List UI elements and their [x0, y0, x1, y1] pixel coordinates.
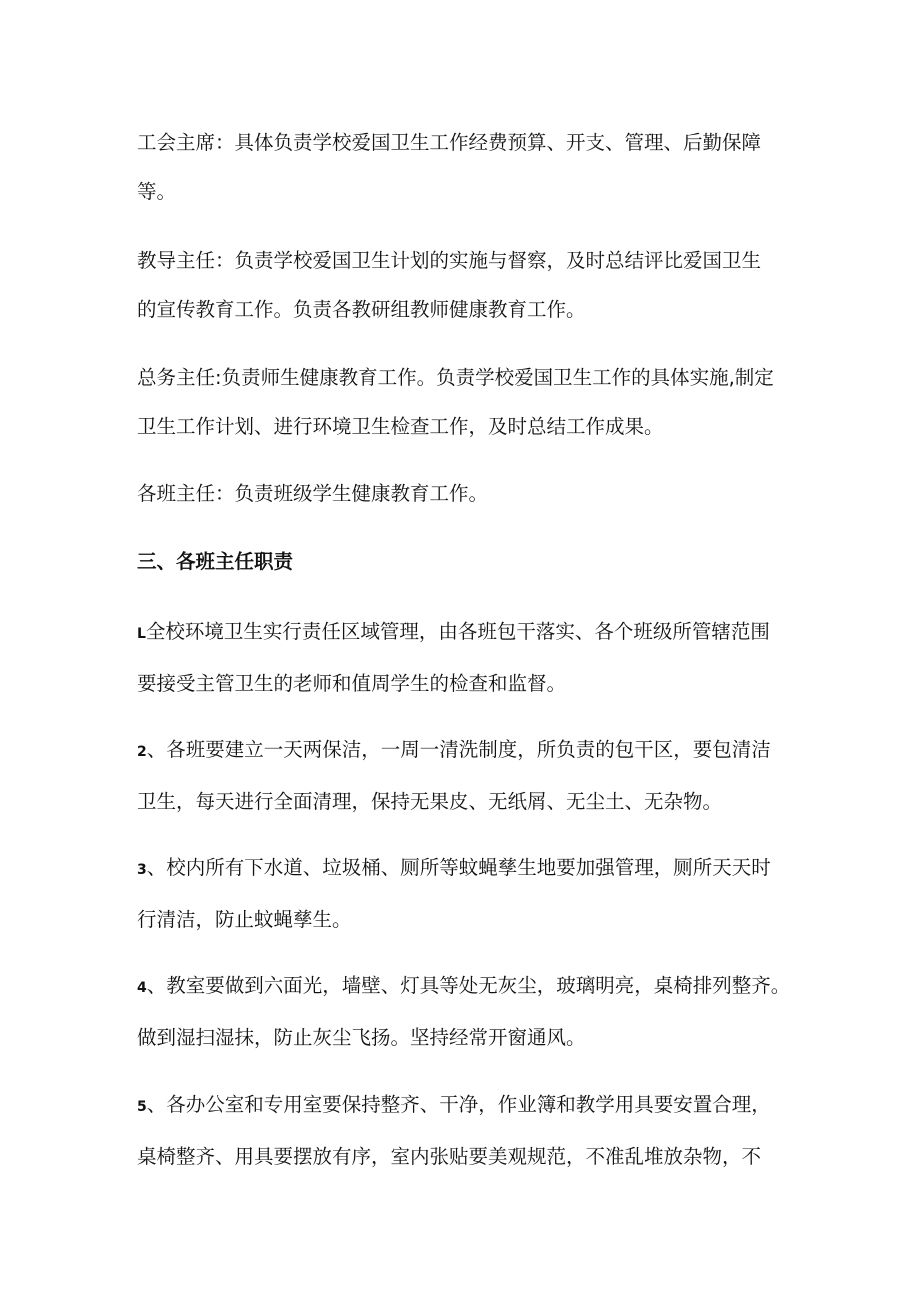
paragraph-line: 等。 — [137, 180, 177, 203]
list-item-line: 行清洁，防止蚊蝇孳生。 — [137, 908, 352, 931]
list-item-number: L — [137, 626, 146, 642]
list-item-number: 5 — [137, 1099, 147, 1115]
list-item — [137, 725, 797, 826]
paragraph-general-affairs-director — [137, 353, 797, 451]
list-item — [137, 961, 797, 1062]
list-item-number: 3 — [137, 862, 147, 878]
list-item — [137, 843, 797, 944]
list-item-line — [137, 725, 797, 777]
list-item-line — [137, 607, 797, 659]
paragraph-union-chair — [137, 118, 797, 216]
list-item — [137, 1080, 797, 1181]
paragraph-line: 工会主席：具体负责学校爱国卫生工作经费预算、开支、管理、后勤保障 — [137, 131, 762, 154]
list-item-text: 全校环境卫生实行责任区域管理，由各班包干落实、各个班级所管辖范围 — [145, 620, 770, 643]
list-item-number: 4 — [137, 980, 147, 996]
list-item-text: 、各班要建立一天两保洁，一周一清洗制度，所负责的包干区，要包清洁 — [146, 738, 771, 761]
list-item-text: 、各办公室和专用室要保持整齐、干净，作业簿和教学用具要安置合理， — [146, 1093, 771, 1116]
list-item-line: 做到湿扫湿抹，防止灰尘飞扬。坚持经常开窗通风。 — [137, 1026, 586, 1049]
list-item-line: 卫生，每天进行全面清理，保持无果皮、无纸屑、无尘土、无杂物。 — [137, 790, 723, 813]
paragraph-line: 各班主任：负责班级学生健康教育工作。 — [137, 482, 489, 505]
paragraph-class-teachers — [137, 469, 797, 518]
section-heading: 三、各班主任职责 — [137, 550, 294, 573]
paragraph-line: 卫生工作计划、进行环境卫生检查工作，及时总结工作成果。 — [137, 415, 664, 438]
paragraph-line: 教导主任：负责学校爱国卫生计划的实施与督察，及时总结评比爱国卫生 — [137, 249, 762, 272]
list-item-text: 、教室要做到六面光，墙壁、灯具等处无灰尘，玻璃明亮，桌椅排列整齐。 — [146, 974, 791, 997]
list-item-text: 、校内所有下水道、垃圾桶、厕所等蚊蝇孳生地要加强管理，厕所天天时 — [146, 856, 771, 879]
list-item-line — [137, 1080, 797, 1132]
paragraph-line: 总务主任:负责师生健康教育工作。负责学校爱国卫生工作的具体实施,制定 — [137, 366, 774, 389]
list-item — [137, 607, 797, 708]
paragraph-line: 的宣传教育工作。负责各教研组教师健康教育工作。 — [137, 298, 586, 321]
list-item-line — [137, 843, 797, 895]
list-item-line — [137, 961, 797, 1013]
list-item-line: 要接受主管卫生的老师和值周学生的检查和监督。 — [137, 672, 567, 695]
list-item-line: 桌椅整齐、用具要摆放有序，室内张贴要美观规范，不准乱堆放杂物，不 — [137, 1145, 762, 1168]
paragraph-academic-director — [137, 236, 797, 334]
list-item-number: 2 — [137, 744, 147, 760]
